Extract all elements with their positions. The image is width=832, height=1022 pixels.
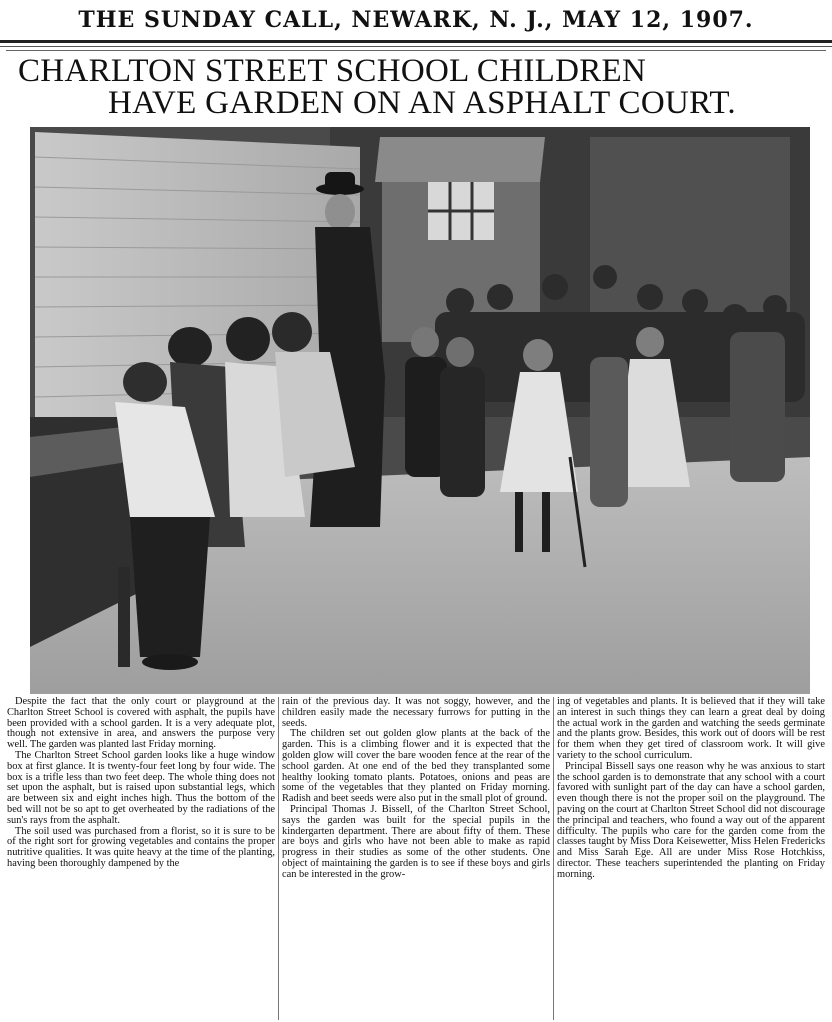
masthead-text: THE SUNDAY CALL, NEWARK, N. J., MAY 12, 1907. [78, 7, 754, 33]
paragraph: The soil used was purchased from a florist, so it is sure to be of the right sort for growing vegetables and contains the proper nutritive qualities. It was quite heavy at the time of the planting, having been thoroughly dampened by the [7, 825, 275, 869]
paragraph: rain of the previous day. It was not soggy, however, and the children easily made the necessary furrows for putting in the seeds. [282, 697, 550, 729]
paragraph: Despite the fact that the only court or playground at the Charlton Street School is covered with asphalt, the pupils have been provided with a school garden. It is a very adequate plot, though not extensive in area, and answers the purpose very well. The garden was planted last Friday morning. [7, 697, 275, 751]
masthead-rule [0, 40, 832, 43]
article-body [4, 697, 828, 1020]
paragraph: Principal Thomas J. Bissell, of the Charlton Street School, says the garden was built for the special pupils in the kindergarten department. There are about fifty of them. These are boys and girls who have not been able to make as rapid progress in their studies as some of the other students. One object of maintaining the garden is to see if these boys and girls can be interested in the grow- [282, 803, 550, 880]
school-garden-photograph [30, 127, 810, 694]
photo-illustration [30, 127, 810, 694]
paragraph: The children set out golden glow plants at the back of the garden. This is a climbing flower and it is expected that the golden glow will cover the bare wooden fence at the rear of the school garden. At one end of the bed they transplanted some healthy looking tomato plants. Potatoes, onions and peas are some of the vegetables that they planted on Friday morning. Radish and beet seeds were also put in the small plot of ground. [282, 728, 550, 805]
headline-line-1: CHARLTON STREET SCHOOL CHILDREN [18, 53, 647, 89]
paragraph: The Charlton Street School garden looks like a huge window box at first glance. It is twenty-four feet long by four wide. The box is a trifle less than two feet deep. The whole thing does not set upon the asphalt, but is raised upon substantial legs, which are between six and eight inches high. Thus the bottom of the bed will not be so apt to get overheated by the radiations of the sun's rays from the asphalt. [7, 749, 275, 826]
paragraph: Principal Bissell says one reason why he was anxious to start the school garden is to demonstrate that any school with a court favored with sunlight part of the day can have a school garden, even though there is not the proper soil on the playground. The paving on the court at Charlton Street School did not discourage the principal and teachers, who found a way out of the apparent difficulty. The pupils who care for the garden come from the classes taught by Miss Dora Keisewetter, Miss Helen Fredericks and Miss Sarah Ege. All are under Miss Rose Hotchkiss, director. These teachers superintended the planting on Friday morning. [557, 760, 825, 880]
article-column-3 [553, 697, 828, 1020]
article-column-1 [4, 697, 278, 1020]
headline-line-2: HAVE GARDEN ON AN ASPHALT COURT. [108, 85, 736, 121]
masthead [0, 0, 832, 42]
article-column-2 [278, 697, 553, 1020]
article-box-top [6, 50, 826, 51]
paragraph: ing of vegetables and plants. It is believed that if they will take an interest in such things they can learn a great deal by doing the actual work in the garden and watching the seeds germinate and the plants grow. Besides, this work out of doors will be rest for them when they get tired of classroom work. It will give variety to the school curriculum. [557, 697, 825, 761]
masthead-rule-thin [0, 46, 832, 47]
